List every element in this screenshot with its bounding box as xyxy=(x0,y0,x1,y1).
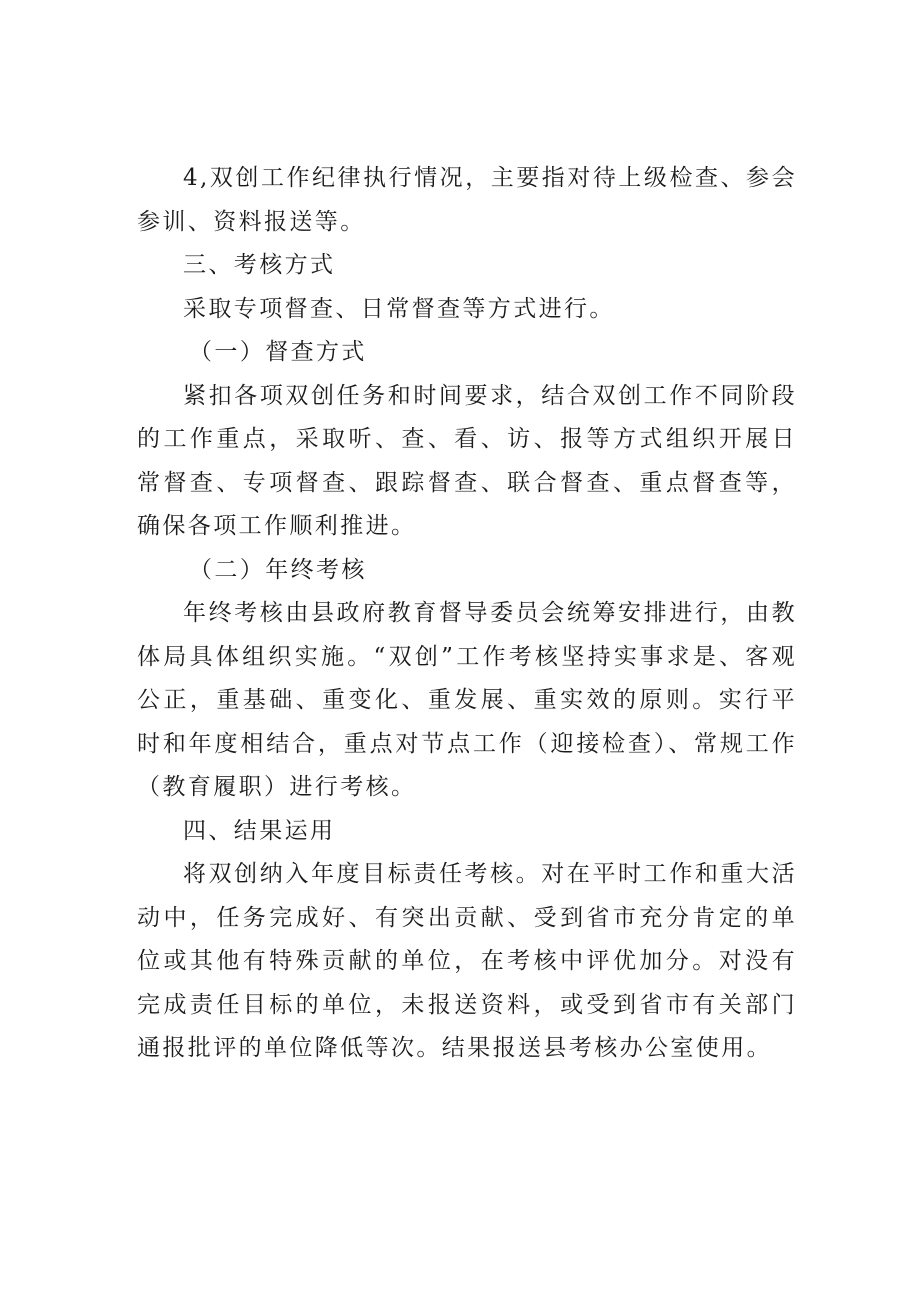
document-body xyxy=(137,157,797,1071)
paragraph-result-application: 将双创纳入年度目标责任考核。对在平时工作和重大活动中，任务完成好、有突出贡献、受到省市充分肯定的单位或其他有特殊贡献的单位，在考核中评优加分。对没有完成责任目标的单位，未报送资料，或受到省市有关部门通报批评的单位降低等次。结果报送县考核办公室使用。 xyxy=(137,861,797,1061)
paragraph-discipline-item: 4,双创工作纪律执行情况，主要指对待上级检查、参会参训、资料报送等。 xyxy=(137,165,797,235)
paragraph-supervision-method: 紧扣各项双创任务和时间要求，结合双创工作不同阶段的工作重点，采取听、查、看、访、报等方式组织开展日常督查、专项督查、跟踪督查、联合督查、重点督查等，确保各项工作顺利推进。 xyxy=(137,382,797,539)
subheading-year-end-assessment: （二）年终考核 xyxy=(189,556,367,583)
paragraph-year-end-assessment: 年终考核由县政府教育督导委员会统筹安排进行，由教体局具体组织实施。“双创”工作考核坚持实事求是、客观公正，重基础、重变化、重发展、重实效的原则。实行平时和年度相结合，重点对节点工作（迎接检查）、常规工作（教育履职）进行考核。 xyxy=(137,600,797,800)
section-heading-assessment-method: 三、考核方式 xyxy=(183,252,336,278)
section-heading-result-application: 四、结果运用 xyxy=(183,817,336,844)
paragraph-assessment-method: 采取专项督查、日常督查等方式进行。 xyxy=(183,295,615,322)
subheading-supervision-method: （一）督查方式 xyxy=(189,339,367,365)
